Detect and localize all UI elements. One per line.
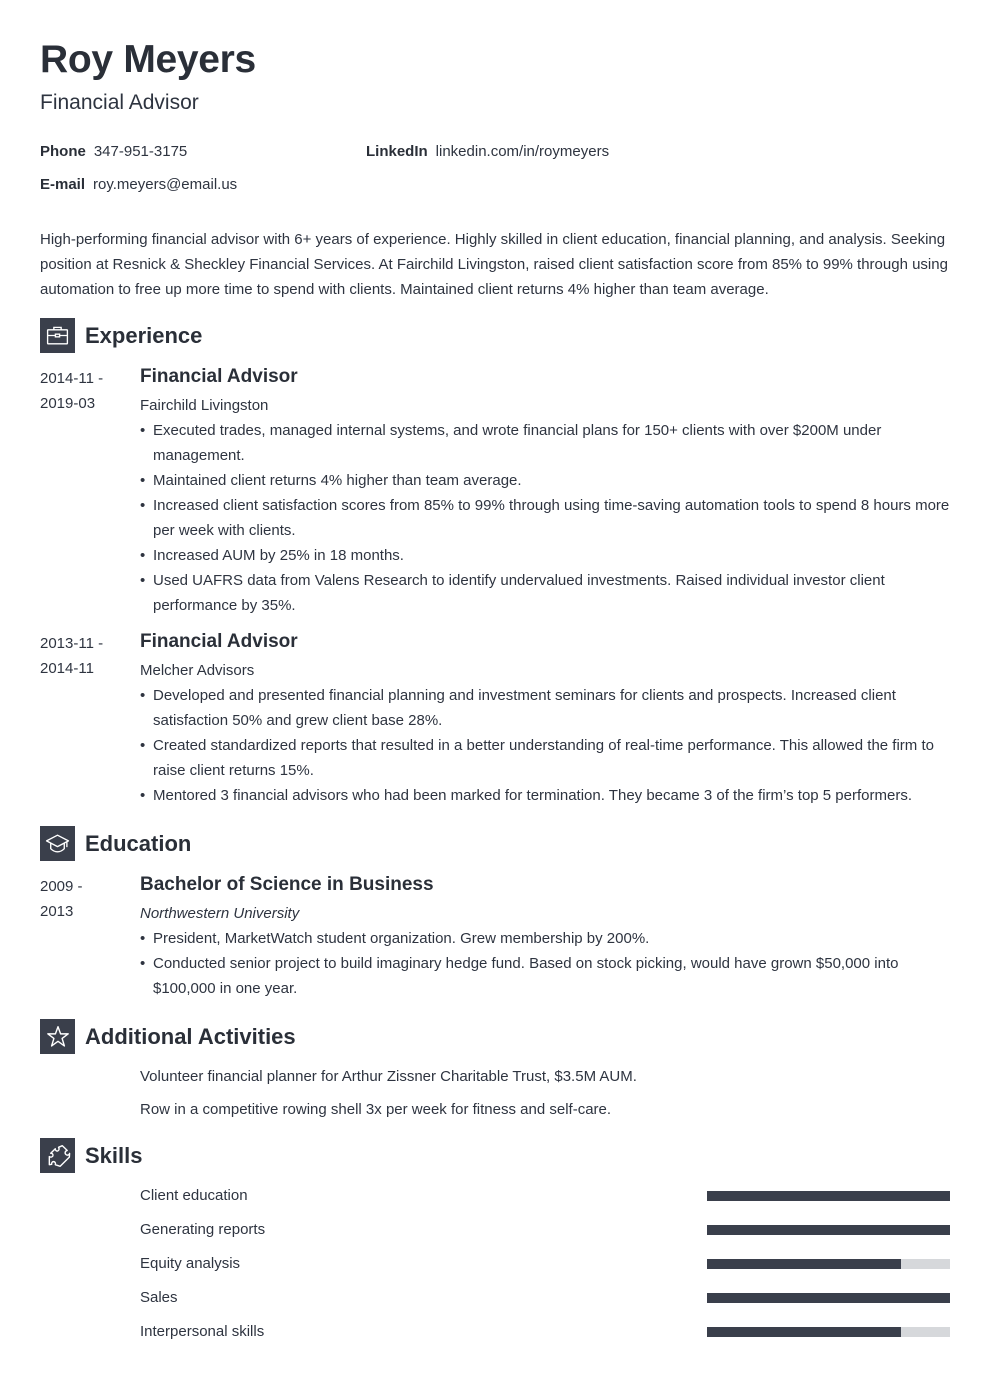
date-start: 2013-11 - (40, 635, 104, 652)
graduation-cap-icon (40, 826, 75, 861)
skill-name: Interpersonal skills (140, 1323, 265, 1340)
job-company: Fairchild Livingston (140, 397, 269, 414)
list-item: • Mentored 3 financial advisors who had been marked for termination. They became 3 of the firm’s top 5 performers. (140, 783, 950, 808)
resume-name: Roy Meyers (40, 38, 256, 81)
list-item: • President, MarketWatch student organization. Grew membership by 200%. (140, 926, 950, 951)
skill-name: Generating reports (140, 1221, 266, 1238)
contact-email (40, 176, 237, 193)
list-item: • Used UAFRS data from Valens Research to identify undervalued investments. Raised individual investor client performance by 35%. (140, 568, 950, 618)
skill-level-fill (707, 1293, 950, 1303)
skill-level-bar (707, 1327, 950, 1337)
entry-dates (40, 366, 130, 416)
date-start: 2009 - (40, 878, 83, 895)
skills-title: Skills (85, 1142, 143, 1168)
job-bullets (140, 683, 950, 808)
date-end: 2014-11 (40, 660, 94, 677)
entry-dates (40, 874, 130, 924)
entry-dates (40, 631, 130, 681)
resume-title: Financial Advisor (40, 91, 199, 114)
skill-name: Client education (140, 1187, 248, 1204)
skill-level-bar (707, 1191, 950, 1201)
skill-level-bar (707, 1225, 950, 1235)
contact-phone (40, 143, 187, 160)
skills-section-header (40, 1138, 142, 1173)
list-item: • Developed and presented financial planning and investment seminars for clients and prospects. Increased client satisfaction 50% and grew client base 28%. (140, 683, 950, 733)
phone-value: 347-951-3175 (93, 143, 188, 160)
star-icon (40, 1019, 75, 1054)
list-item: • Created standardized reports that resulted in a better understanding of real-time performance. This allowed the firm to raise client returns 15%. (140, 733, 950, 783)
job-company: Melcher Advisors (140, 662, 255, 679)
email-label: E-mail (40, 176, 86, 193)
date-end: 2013 (40, 903, 74, 920)
phone-label: Phone (40, 143, 86, 160)
contact-linkedin (366, 143, 609, 160)
job-bullets (140, 418, 950, 618)
linkedin-label: LinkedIn (366, 143, 428, 160)
skill-level-fill (707, 1259, 901, 1269)
experience-title: Experience (85, 322, 203, 348)
list-item: • Increased AUM by 25% in 18 months. (140, 543, 950, 568)
job-role: Financial Advisor (140, 631, 298, 652)
email-value[interactable]: roy.meyers@email.us (93, 176, 238, 193)
date-start: 2014-11 - (40, 370, 104, 387)
school: Northwestern University (140, 905, 300, 922)
skill-level-fill (707, 1327, 901, 1337)
skill-level-fill (707, 1225, 950, 1235)
skill-level-fill (707, 1191, 950, 1201)
education-section-header (40, 826, 191, 861)
skill-level-bar (707, 1293, 950, 1303)
entry-body (140, 874, 950, 1001)
experience-section-header (40, 318, 202, 353)
skill-name: Sales (140, 1289, 178, 1306)
date-end: 2019-03 (40, 395, 96, 412)
linkedin-value[interactable]: linkedin.com/in/roymeyers (435, 143, 610, 160)
list-item: • Increased client satisfaction scores from 85% to 99% through using time-saving automation tools to spend 8 hours more per week with clients. (140, 493, 950, 543)
activity-item: Volunteer financial planner for Arthur Zissner Charitable Trust, $3.5M AUM. (140, 1068, 637, 1085)
list-item: • Maintained client returns 4% higher than team average. (140, 468, 950, 493)
activities-title: Additional Activities (85, 1023, 296, 1049)
education-bullets (140, 926, 950, 1001)
list-item: • Conducted senior project to build imaginary hedge fund. Based on stock picking, would have grown $50,000 into $100,000 in one year. (140, 951, 950, 1001)
activity-item: Row in a competitive rowing shell 3x per week for fitness and self-care. (140, 1101, 612, 1118)
degree: Bachelor of Science in Business (140, 874, 434, 895)
entry-body (140, 366, 950, 618)
job-role: Financial Advisor (140, 366, 298, 387)
activities-section-header (40, 1019, 296, 1054)
skill-level-bar (707, 1259, 950, 1269)
education-title: Education (85, 830, 192, 856)
entry-body (140, 631, 950, 808)
list-item: • Executed trades, managed internal systems, and wrote financial plans for 150+ clients with over $200M under management. (140, 418, 950, 468)
puzzle-icon (40, 1138, 75, 1173)
briefcase-icon (40, 318, 75, 353)
summary: High-performing financial advisor with 6+ years of experience. Highly skilled in client education, financial planning, and analysis. Seeking position at Resnick & Sheckley Financial Services. At Fairchild Livingston, raised client satisfaction score from 85% to 99% through using automation to free up more time to spend with clients. Maintained client returns 4% higher than team average. (40, 231, 948, 298)
skill-name: Equity analysis (140, 1255, 241, 1272)
